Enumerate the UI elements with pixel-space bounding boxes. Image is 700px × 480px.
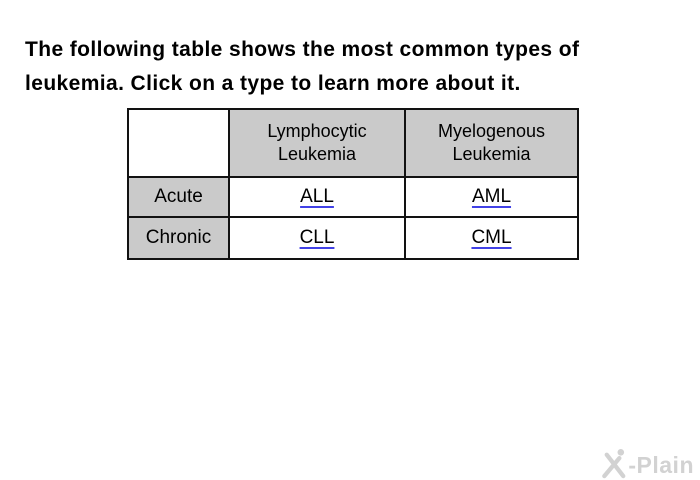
title-line-2: leukemia. Click on a type to learn more about it. <box>25 72 521 95</box>
xplain-figure-x-icon <box>598 446 631 479</box>
cell-acute-myelogenous <box>405 177 578 217</box>
table-row-acute <box>128 177 578 217</box>
cell-acute-lymphocytic <box>229 177 405 217</box>
column-header-myelogenous <box>405 109 578 177</box>
cell-chronic-myelogenous <box>405 217 578 259</box>
column-header-lymphocytic <box>229 109 405 177</box>
corner-spacer-cell <box>128 109 229 177</box>
page-title <box>25 33 690 101</box>
title-line-1: The following table shows the most common types of <box>25 38 580 61</box>
table-row-chronic <box>128 217 578 259</box>
xplain-logo-text: -Plain <box>628 452 694 478</box>
link-all[interactable]: ALL <box>300 186 334 207</box>
table-header-row <box>128 109 578 177</box>
cell-chronic-lymphocytic <box>229 217 405 259</box>
column-header-line: Myelogenous <box>437 121 546 141</box>
link-cml[interactable]: CML <box>471 227 512 248</box>
row-header-acute: Acute <box>128 177 229 217</box>
row-header-chronic: Chronic <box>128 217 229 259</box>
link-cll[interactable]: CLL <box>299 227 335 248</box>
leukemia-types-table <box>127 108 579 260</box>
column-header-line: Leukemia <box>452 144 531 164</box>
xplain-logo <box>598 446 694 479</box>
column-header-line: Lymphocytic <box>267 121 367 141</box>
link-aml[interactable]: AML <box>471 186 512 207</box>
column-header-line: Leukemia <box>277 144 357 164</box>
